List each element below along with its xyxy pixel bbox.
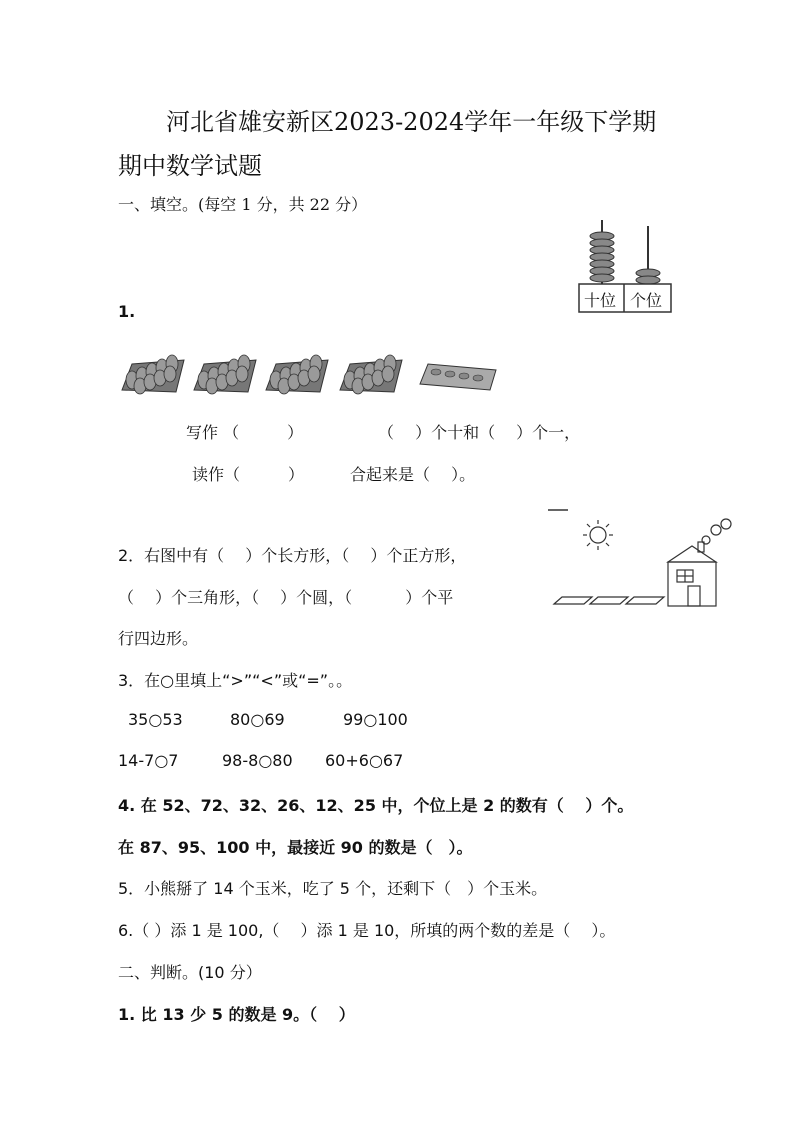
q3-item: 14-7○7 <box>118 751 179 770</box>
section1-heading: 一、填空。(每空 1 分，共 22 分） <box>118 195 368 214</box>
section2-heading: 二、判断。(10 分） <box>118 963 262 982</box>
q4-line2: 在 87、95、100 中，最接近 90 的数是（ ）。 <box>118 838 473 857</box>
q1-tens-ones: （ ）个十和（ ）个一， <box>378 423 581 442</box>
abacus-label-ones: 个位 <box>630 291 663 310</box>
house-scene-illustration <box>540 508 740 618</box>
q3-item: 99○100 <box>343 710 408 729</box>
egg-trays-illustration <box>118 340 503 400</box>
q3-item: 60+6○67 <box>325 751 404 770</box>
q2-line2: （ ）个三角形，（ ）个圆，（ ）个平 <box>118 588 454 607</box>
q4-line1: 4. 在 52、72、32、26、12、25 中，个位上是 2 的数有（ ）个。 <box>118 796 634 815</box>
q6-text: 6.（ ）添 1 是 100,（ ）添 1 是 10，所填的两个数的差是（ ）。 <box>118 921 616 940</box>
q2-line3: 行四边形。 <box>118 629 199 648</box>
q3-item: 80○69 <box>230 710 285 729</box>
q5-text: 5．小熊掰了 14 个玉米，吃了 5 个，还剩下（ ）个玉米。 <box>118 879 548 898</box>
section2-q1: 1. 比 13 少 5 的数是 9。（ ） <box>118 1005 355 1024</box>
page-title-line2: 期中数学试题 <box>118 152 262 180</box>
q2-line1: 2．右图中有（ ）个长方形，（ ）个正方形， <box>118 546 467 565</box>
q1-read-as: 读作（ ） <box>192 465 305 484</box>
abacus-label-tens: 十位 <box>584 291 617 310</box>
q1-write-as: 写作 （ ） <box>186 423 304 442</box>
q1-number: 1. <box>118 302 136 321</box>
page-title-line1: 河北省雄安新区2023-2024学年一年级下学期 <box>166 108 657 136</box>
q1-combined: 合起来是（ ）。 <box>350 465 476 484</box>
sun-icon <box>583 520 613 550</box>
q3-item: 98-8○80 <box>222 751 293 770</box>
q3-instruction: 3．在○里填上“>”“<”或“=”。。 <box>118 671 353 690</box>
q3-item: 35○53 <box>128 710 183 729</box>
